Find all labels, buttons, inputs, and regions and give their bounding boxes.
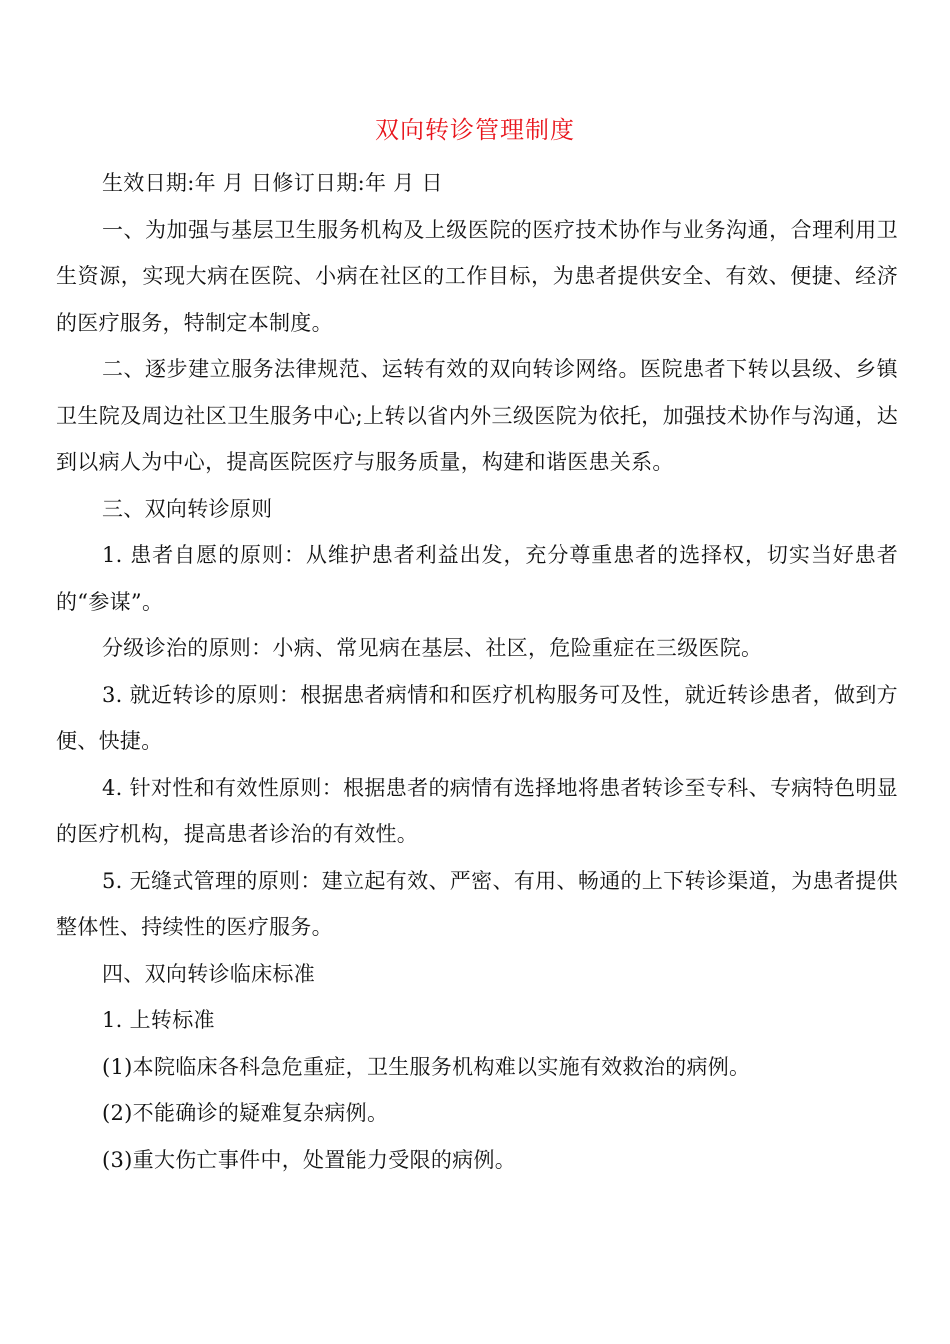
document-body [56, 160, 898, 1183]
list-item: (1)本院临床各科急危重症，卫生服务机构难以实施有效救治的病例。 [102, 1054, 751, 1079]
list-item: (3)重大伤亡事件中，处置能力受限的病例。 [102, 1147, 517, 1172]
paragraph-purpose: 一、为加强与基层卫生服务机构及上级医院的医疗技术协作与业务沟通，合理利用卫生资源，实现大病在医院、小病在社区的工作目标，为患者提供安全、有效、便捷、经济的医疗服务，特制定本制度。 [56, 217, 898, 335]
principle-targeted: 4. 针对性和有效性原则：根据患者的病情有选择地将患者转诊至专科、专病特色明显的医疗机构，提高患者诊治的有效性。 [56, 775, 898, 846]
principle-nearby: 3. 就近转诊的原则：根据患者病情和和医疗机构服务可及性，就近转诊患者，做到方便、快捷。 [56, 682, 898, 753]
section-heading-clinical-standards: 四、双向转诊临床标准 [102, 961, 315, 986]
effective-date-line: 生效日期:年 月 日修订日期:年 月 日 [102, 171, 443, 195]
list-item: (2)不能确诊的疑难复杂病例。 [102, 1101, 389, 1125]
section-heading-principles: 三、双向转诊原则 [102, 496, 273, 521]
paragraph-network: 二、逐步建立服务法律规范、运转有效的双向转诊网络。医院患者下转以县级、乡镇卫生院及周边社区卫生服务中心;上转以省内外三级医院为依托，加强技术协作与沟通，达到以病人为中心，提高医院医疗与服务质量，构建和谐医患关系。 [56, 357, 898, 474]
principle-seamless: 5. 无缝式管理的原则：建立起有效、严密、有用、畅通的上下转诊渠道，为患者提供整体性、持续性的医疗服务。 [56, 868, 898, 939]
principle-voluntary: 1. 患者自愿的原则：从维护患者利益出发，充分尊重患者的选择权，切实当好患者的“参谋”。 [56, 543, 898, 614]
document-title: 双向转诊管理制度 [375, 116, 575, 144]
principle-graded: 分级诊治的原则：小病、常见病在基层、社区，危险重症在三级医院。 [102, 636, 763, 660]
subheading-upward-transfer: 1. 上转标准 [102, 1008, 215, 1032]
